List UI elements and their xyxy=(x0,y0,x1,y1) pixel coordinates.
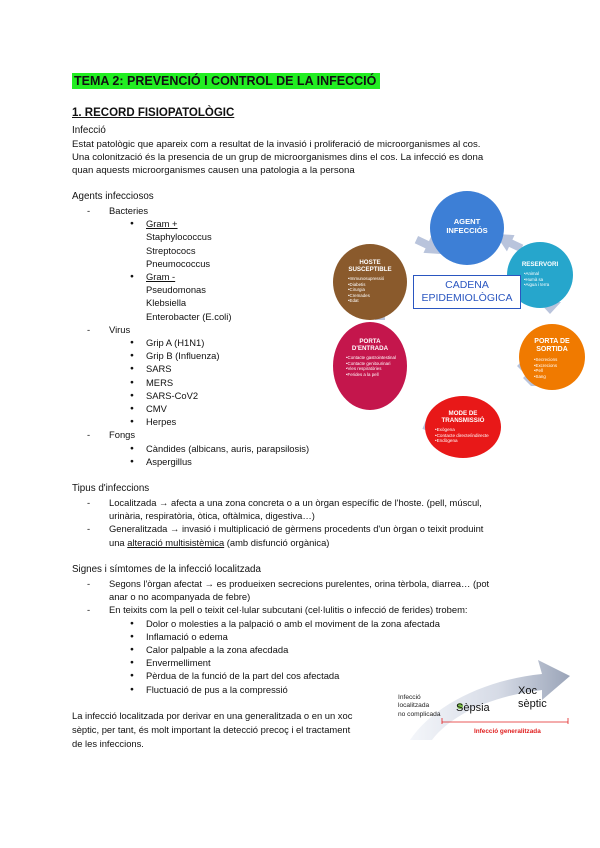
page-title: TEMA 2: PREVENCIÓ I CONTROL DE LA INFECCIÓ xyxy=(72,73,380,89)
list-item: ● Gram + xyxy=(146,217,309,230)
list-item: Klebsiella xyxy=(146,297,187,309)
node-hoste-susceptible: HOSTE SUSCEPTIBLE • Immunosupressió • Diabetis • Cirurgia • Cremades • Edat xyxy=(333,244,407,320)
list-item: ● Grip B (Influenza) xyxy=(146,349,309,362)
infeccio-definition: Estat patològic que apareix com a resultat de la invasió i proliferació de microorganismes al cos. Una colonització és la presencia de un grup de microorganismes dins el cos. La infecció es dona quan aquests microorganismes causen una patologia a la persona xyxy=(72,139,484,177)
infeccio-heading: Infecció xyxy=(72,125,106,136)
list-item: ● Aspergillus xyxy=(146,455,309,468)
list-item: ● Càndides (albicans, auris, parapsilosis) xyxy=(146,442,309,455)
stage-sepsia: Sèpsia xyxy=(456,702,490,714)
list-item: anar o no acompanyada de febre) xyxy=(109,591,251,603)
list-item: - En teixits com la pell o teixit cel·lular subcutani (cel·lulitis o infecció de ferides) trobem: xyxy=(109,603,489,616)
signes-heading: Signes i símtomes de la infecció localitzada xyxy=(72,564,261,575)
list-item: - Generalitzada → invasió i multiplicació de gèrmens procedents d'un òrgan o teixit produint xyxy=(109,522,483,535)
list-item: ● MERS xyxy=(146,376,309,389)
list-item: ● Pèrdua de la funció de la part del cos afectada xyxy=(146,669,489,682)
stage-localitzada: Infecció localitzada no complicada xyxy=(398,694,441,718)
node-agent-infeccios: AGENT INFECCIÓS xyxy=(430,191,504,265)
chain-center-label: CADENA EPIDEMIOLÒGICA xyxy=(413,275,521,309)
list-item: Enterobacter (E.coli) xyxy=(146,310,232,322)
list-item: ● Dolor o molesties a la palpació o amb el moviment de la zona afectada xyxy=(146,617,489,630)
list-item: ● SARS xyxy=(146,362,309,375)
list-item: Pseudomonas xyxy=(146,284,206,296)
list-item: ● CMV xyxy=(146,402,309,415)
list-item: ● Fluctuació de pus a la compressió xyxy=(146,683,489,696)
list-item: ● Calor palpable a la zona afecdada xyxy=(146,643,489,656)
tipus-list xyxy=(109,496,483,549)
list-item: una alteració multisistèmica (amb disfunció orgànica) xyxy=(109,536,330,548)
node-reservori: RESERVORI • Animal • Humà sa • Aigua i terra xyxy=(507,242,573,308)
infection-progression-diagram xyxy=(392,652,592,742)
list-item: ● Grip A (H1N1) xyxy=(146,336,309,349)
list-item: Staphylococcus xyxy=(146,231,212,243)
list-item: ● Inflamació o edema xyxy=(146,630,489,643)
generalitzada-label: Infecció generalitzada xyxy=(474,728,541,735)
node-mode-transmissio: MODE DE TRANSMISSIÓ • Exògena • Contacte directe/indirecte • Endògena xyxy=(425,396,501,458)
agents-heading: Agents infecciosos xyxy=(72,191,154,202)
list-item: - Bacteries xyxy=(109,204,309,217)
tipus-heading: Tipus d'infeccions xyxy=(72,483,150,494)
list-item: Pneumococcus xyxy=(146,257,211,269)
list-item: - Localitzada → afecta a una zona concreta o a un òrgan específic de l'hoste. (pell, múscul, xyxy=(109,496,483,509)
list-item: - Fongs xyxy=(109,428,309,441)
list-item: ● SARS-CoV2 xyxy=(146,389,309,402)
list-item: urinària, respiratòria, òtica, oftàlmica, digestiva…) xyxy=(109,510,315,522)
list-item: ● Herpes xyxy=(146,415,309,428)
list-item: - Segons l'òrgan afectat → es produeixen secrecions purelentes, orina tèrbola, diarrea… (pot xyxy=(109,577,489,590)
list-item: Streptococs xyxy=(146,244,196,256)
list-item: ● Envermelliment xyxy=(146,656,489,669)
closing-paragraph: La infecció localitzada por derivar en una generalitzada o en un xoc sèptic, per tant, és molt important la detecció precoç i el tractament de les infeccions. xyxy=(72,710,353,749)
agents-list xyxy=(109,204,309,468)
node-porta-sortida: PORTA DE SORTIDA • Secrecions • Excrecions • Pell • Sang xyxy=(519,324,585,390)
list-item: ● Gram - xyxy=(146,270,309,283)
stage-xoc-septic: Xoc sèptic xyxy=(518,685,547,710)
section-heading: 1. RECORD FISIOPATOLÒGIC xyxy=(72,107,235,119)
epidemiological-chain-diagram xyxy=(333,190,583,458)
list-item: - Virus xyxy=(109,323,309,336)
node-porta-entrada: PORTA D'ENTRADA • Contacte gastrointestinal • Contacte genitourinari • Vies respiratòries • Ferides a la pell xyxy=(333,322,407,410)
